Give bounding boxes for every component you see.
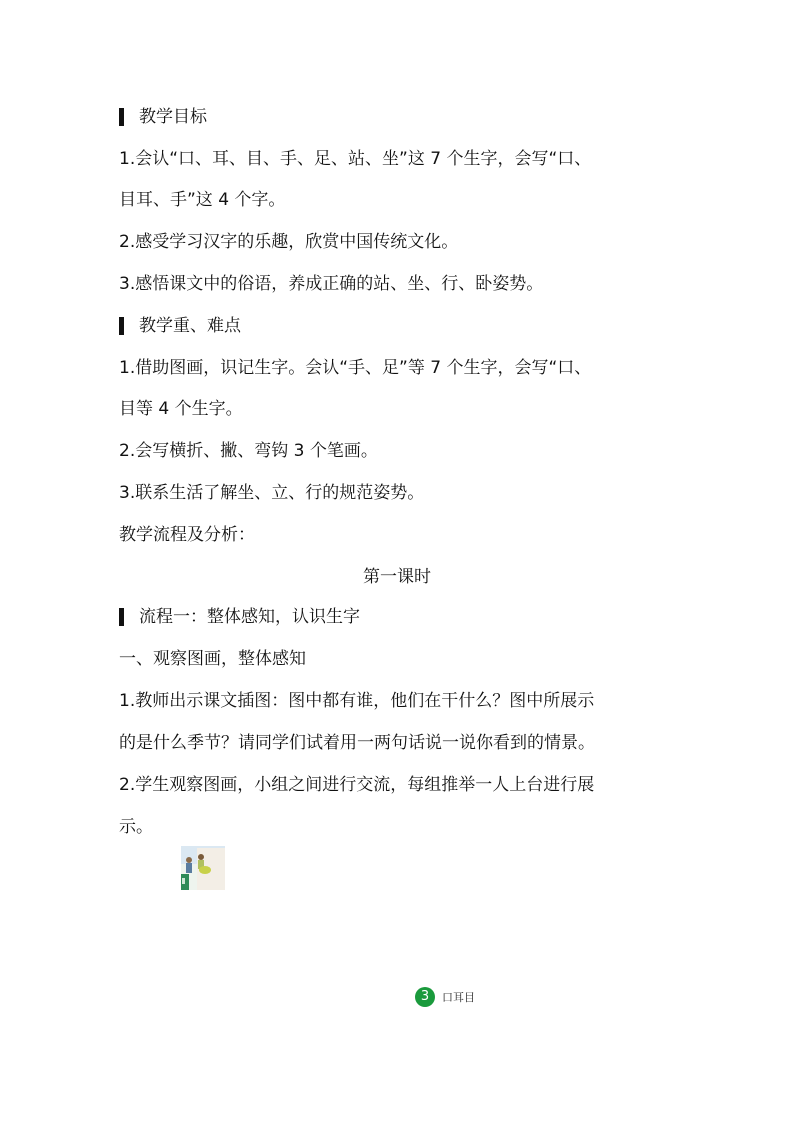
page-number-badge: 3 <box>415 987 435 1007</box>
objective-item-2: 2.感受学习汉字的乐趣，欣赏中国传统文化。 <box>119 232 459 252</box>
section-heading-key-points <box>119 315 241 337</box>
key-point-item-3: 3.联系生活了解坐、立、行的规范姿势。 <box>119 483 425 503</box>
objective-item-1-line-2: 目耳、手”这 4 个字。 <box>119 190 286 210</box>
process-item-1-line-1: 1.教师出示课文插图：图中都有谁，他们在干什么？图中所展示 <box>119 691 595 711</box>
section-heading-objectives <box>119 106 207 128</box>
heading-marker <box>119 608 124 626</box>
section-heading-process-1 <box>119 606 360 628</box>
key-point-item-2: 2.会写横折、撇、弯钩 3 个笔画。 <box>119 441 378 461</box>
objective-item-3: 3.感悟课文中的俗语，养成正确的站、坐、行、卧姿势。 <box>119 274 544 294</box>
heading-marker <box>119 108 124 126</box>
lesson-illustration <box>181 846 225 890</box>
heading-text: 教学目标 <box>139 107 207 127</box>
key-point-item-1-line-2: 目等 4 个生字。 <box>119 399 243 419</box>
lesson-title: 第一课时 <box>363 567 431 587</box>
heading-text: 教学重、难点 <box>139 316 241 336</box>
chapter-title: 口耳目 <box>442 991 475 1004</box>
process-item-2-line-1: 2.学生观察图画，小组之间进行交流，每组推举一人上台进行展 <box>119 775 595 795</box>
flow-intro: 教学流程及分析： <box>119 525 255 545</box>
key-point-item-1-line-1: 1.借助图画，识记生字。会认“手、足”等 7 个生字，会写“口、 <box>119 358 592 378</box>
heading-text: 流程一：整体感知，认识生字 <box>139 607 360 627</box>
objective-item-1-line-1: 1.会认“口、耳、目、手、足、站、坐”这 7 个生字，会写“口、 <box>119 149 592 169</box>
page-footer <box>415 987 475 1007</box>
heading-marker <box>119 317 124 335</box>
process-item-1-line-2: 的是什么季节？请同学们试着用一两句话说一说你看到的情景。 <box>119 733 595 753</box>
process-section-title: 一、观察图画，整体感知 <box>119 649 306 669</box>
process-item-2-line-2: 示。 <box>119 817 153 837</box>
